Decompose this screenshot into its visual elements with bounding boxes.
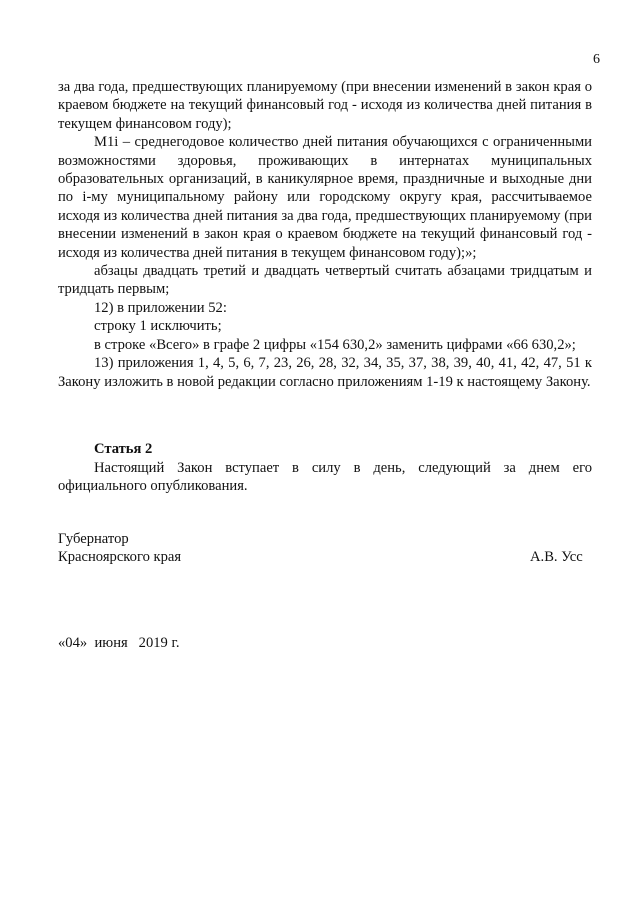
signature-name: А.В. Усс <box>530 549 583 565</box>
date-line: «04» июня 2019 г. <box>58 635 180 651</box>
paragraph-7: 13) приложения 1, 4, 5, 6, 7, 23, 26, 28, 32, 34, 35, 37, 38, 39, 40, 41, 42, 47, 51 к Закону изложить в новой редакции согласно приложениям 1-19 к настоящему Закону. <box>58 355 592 390</box>
body-text <box>58 78 592 391</box>
paragraph-4: 12) в приложении 52: <box>94 299 227 316</box>
paragraph-6: в строке «Всего» в графе 2 цифры «154 630,2» заменить цифрами «66 630,2»; <box>94 336 576 353</box>
signature-title-line-1: Губернатор <box>58 531 129 547</box>
paragraph-1: за два года, предшествующих планируемому (при внесении изменений в закон края о краевом бюджете на текущий финансовый год - исходя из количества дней питания в текущем финансовом году); <box>58 79 592 132</box>
page-number: 6 <box>593 52 600 67</box>
signature-title-line-2: Красноярского края <box>58 549 182 566</box>
paragraph-5: строку 1 исключить; <box>94 318 222 335</box>
article-heading: Статья 2 <box>94 441 153 457</box>
paragraph-2: M1i – среднегодовое количество дней питания обучающихся с ограниченными возможностями здоровья, проживающих в интернатах муниципальных образовательных организаций, в каникулярное время, праздничные и выходные дни по i-му муниципальному району или городскому округу края, рассчитываемое исходя из количества дней питания за два года, предшествующих планируемому (при внесении изменений в закон края о краевом бюджете на текущий финансовый год - исходя из количества дней питания в текущем финансовом году);»; <box>58 134 592 261</box>
article-paragraph: Настоящий Закон вступает в силу в день, следующий за днем его официального опубликования. <box>58 460 592 495</box>
article-text <box>58 459 592 496</box>
signature-title <box>58 530 181 567</box>
paragraph-3: абзацы двадцать третий и двадцать четвертый считать абзацами тридцатым и тридцать первым; <box>58 263 592 298</box>
